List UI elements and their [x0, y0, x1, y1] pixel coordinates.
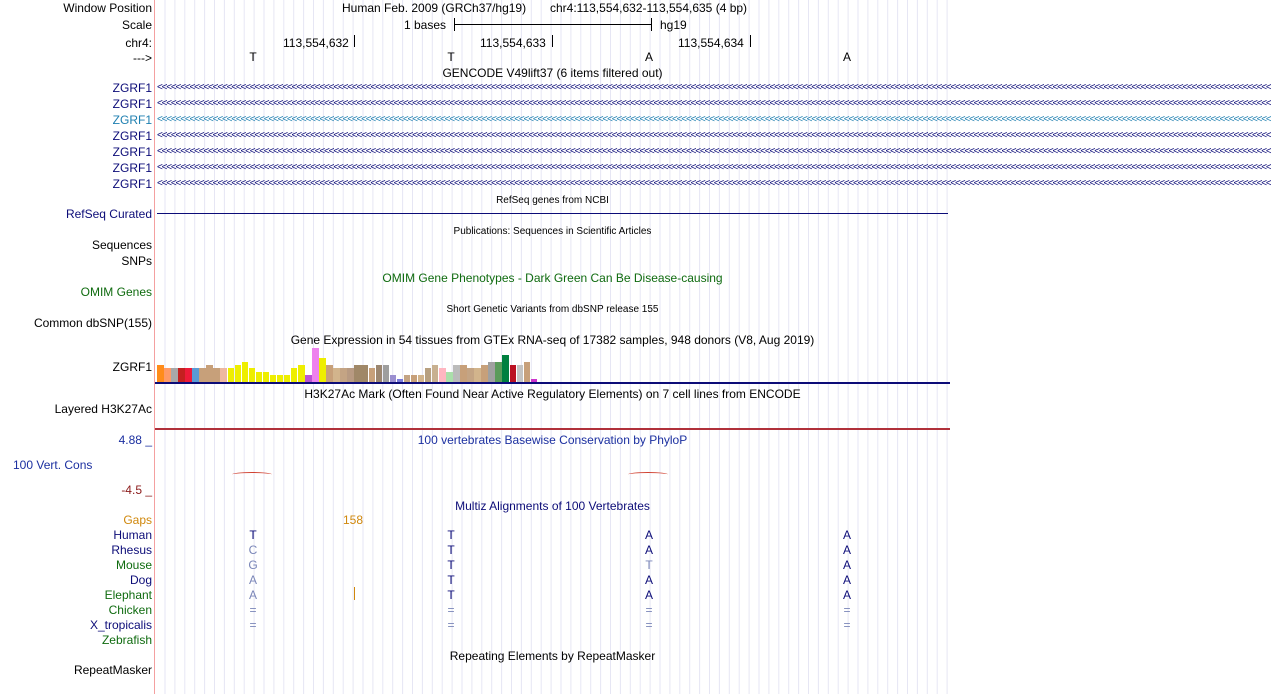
- gtex-bar[interactable]: [340, 368, 347, 382]
- scale-value: 1 bases: [404, 18, 447, 32]
- coord-1: 113,554,632: [283, 36, 349, 50]
- gtex-bar[interactable]: [481, 365, 488, 382]
- species-label[interactable]: Mouse: [115, 558, 152, 572]
- gtex-bar[interactable]: [432, 365, 439, 382]
- gtex-bar[interactable]: [404, 375, 411, 382]
- alignment-base: =: [249, 603, 257, 617]
- alignment-base: T: [249, 528, 257, 542]
- gtex-bar[interactable]: [171, 368, 178, 382]
- multiz-title: Multiz Alignments of 100 Vertebrates: [455, 499, 650, 513]
- gtex-bar[interactable]: [235, 365, 242, 382]
- gtex-bar[interactable]: [270, 375, 277, 382]
- species-label[interactable]: Human: [113, 528, 152, 542]
- gencode-transcript[interactable]: <<<<<<<<<<<<<<<<<<<<<<<<<<<<<<<<<<<<<<<<<<<<<<<<<<<<<<<<<<<<<<<<<<<<<<<<<<<<<<<<<<<<<<<<<<<<<<<<<<<<<<<<<<<<<<<<<<<<<<<<<<<<<<<<<<<<<<<<<<<<<<<<<<<<<<<<<<<<<<<<<<<<<<<<<<<<<<<<<<<<<<<<<<<<<<<<<<<<<<<<<<<<<<<<<<<<<<<<<<<<<<<<<<<<<<<<<<<<<<<<: [157, 114, 1271, 125]
- gtex-bar[interactable]: [199, 368, 206, 382]
- dbsnp-label[interactable]: Common dbSNP(155): [33, 316, 152, 330]
- species-label[interactable]: Elephant: [104, 588, 152, 602]
- gtex-bar[interactable]: [524, 362, 531, 382]
- window-position-label: Window Position: [63, 1, 152, 15]
- repeatmasker-title: Repeating Elements by RepeatMasker: [449, 649, 656, 663]
- phylop-max: 4.88 _: [118, 433, 152, 447]
- alignment-base: T: [447, 543, 455, 557]
- alignment-base: A: [248, 573, 257, 587]
- refseq-label[interactable]: RefSeq Curated: [65, 207, 152, 221]
- gencode-gene-label[interactable]: ZGRF1: [112, 129, 152, 143]
- omim-title: OMIM Gene Phenotypes - Dark Green Can Be Disease-causing: [382, 271, 723, 285]
- assembly-name: Human Feb. 2009 (GRCh37/hg19): [342, 1, 527, 15]
- coord-3: 113,554,634: [678, 36, 744, 50]
- gtex-bar[interactable]: [347, 368, 354, 382]
- alignment-base: A: [842, 558, 851, 572]
- alignment-base: =: [645, 603, 653, 617]
- gtex-bar[interactable]: [425, 368, 432, 382]
- gtex-bar[interactable]: [206, 365, 213, 382]
- alignment-base: =: [645, 618, 653, 632]
- strand-label: --->: [133, 51, 152, 65]
- phylop-title: 100 vertebrates Basewise Conservation by PhyloP: [417, 433, 688, 447]
- gtex-bar[interactable]: [228, 368, 235, 382]
- species-label[interactable]: Rhesus: [111, 543, 152, 557]
- scale-bar-right-tick: [651, 18, 652, 31]
- species-label[interactable]: Dog: [129, 573, 152, 587]
- gtex-bar[interactable]: [192, 368, 199, 382]
- publications-title: Publications: Sequences in Scientific Articles: [453, 226, 652, 237]
- gencode-gene-label[interactable]: ZGRF1: [112, 177, 152, 191]
- ref-base-3: A: [644, 50, 653, 64]
- alignment-base: T: [447, 558, 455, 572]
- gaps-label: Gaps: [123, 513, 152, 527]
- species-label[interactable]: Chicken: [108, 603, 152, 617]
- alignment-base: A: [842, 573, 851, 587]
- alignment-base: =: [447, 603, 455, 617]
- gap-marker: [354, 587, 355, 600]
- gtex-bar[interactable]: [242, 362, 249, 382]
- alignment-base: =: [447, 618, 455, 632]
- omim-label[interactable]: OMIM Genes: [80, 285, 152, 299]
- gtex-label[interactable]: ZGRF1: [112, 360, 152, 374]
- phylop-signal-1: [232, 472, 272, 477]
- alignment-base: A: [842, 543, 851, 557]
- gencode-transcript[interactable]: <<<<<<<<<<<<<<<<<<<<<<<<<<<<<<<<<<<<<<<<<<<<<<<<<<<<<<<<<<<<<<<<<<<<<<<<<<<<<<<<<<<<<<<<<<<<<<<<<<<<<<<<<<<<<<<<<<<<<<<<<<<<<<<<<<<<<<<<<<<<<<<<<<<<<<<<<<<<<<<<<<<<<<<<<<<<<<<<<<<<<<<<<<<<<<<<<<<<<<<<<<<<<<<<<<<<<<<<<<<<<<<<<<<<<<<<<<<<<<<<: [157, 130, 1271, 141]
- phylop-label[interactable]: 100 Vert. Cons: [13, 458, 93, 472]
- alignment-base: =: [843, 603, 851, 617]
- gtex-bar[interactable]: [369, 368, 376, 382]
- alignment-base: T: [645, 558, 653, 572]
- gtex-bar[interactable]: [157, 365, 164, 382]
- gtex-bar-chart[interactable]: [155, 346, 950, 382]
- gtex-bar[interactable]: [354, 365, 361, 382]
- gtex-bar[interactable]: [319, 358, 326, 382]
- gencode-gene-label[interactable]: ZGRF1: [112, 97, 152, 111]
- gtex-bar[interactable]: [439, 368, 446, 382]
- gtex-bar[interactable]: [185, 368, 192, 382]
- alignment-base: T: [447, 573, 455, 587]
- gencode-title[interactable]: GENCODE V49lift37 (6 items filtered out): [442, 66, 663, 80]
- gtex-bar[interactable]: [474, 368, 481, 382]
- gaps-value: 158: [343, 513, 364, 527]
- gtex-bar[interactable]: [383, 365, 390, 382]
- dbsnp-title: Short Genetic Variants from dbSNP release 155: [446, 304, 659, 315]
- species-label[interactable]: Zebrafish: [101, 633, 152, 647]
- h3k27ac-baseline: [155, 428, 950, 430]
- alignment-base: T: [447, 588, 455, 602]
- gtex-bar[interactable]: [411, 375, 418, 382]
- gtex-bar[interactable]: [376, 365, 383, 382]
- scale-db: hg19: [660, 18, 687, 32]
- chrom-label: chr4:: [125, 36, 152, 50]
- gtex-bar[interactable]: [517, 365, 524, 382]
- snps-label[interactable]: SNPs: [121, 254, 152, 268]
- gtex-bar[interactable]: [249, 368, 256, 382]
- ref-base-1: T: [249, 50, 257, 64]
- alignment-base: A: [842, 588, 851, 602]
- gtex-bar[interactable]: [333, 368, 340, 382]
- gencode-transcript[interactable]: <<<<<<<<<<<<<<<<<<<<<<<<<<<<<<<<<<<<<<<<<<<<<<<<<<<<<<<<<<<<<<<<<<<<<<<<<<<<<<<<<<<<<<<<<<<<<<<<<<<<<<<<<<<<<<<<<<<<<<<<<<<<<<<<<<<<<<<<<<<<<<<<<<<<<<<<<<<<<<<<<<<<<<<<<<<<<<<<<<<<<<<<<<<<<<<<<<<<<<<<<<<<<<<<<<<<<<<<<<<<<<<<<<<<<<<<<<<<<<<<: [157, 162, 1271, 173]
- ref-base-2: T: [447, 50, 455, 64]
- scale-label: Scale: [121, 18, 152, 32]
- ref-base-4: A: [842, 50, 851, 64]
- alignment-base: A: [644, 573, 653, 587]
- gtex-bar[interactable]: [220, 368, 227, 382]
- alignment-base: =: [843, 618, 851, 632]
- scale-bar: [454, 24, 652, 25]
- h3k27ac-label[interactable]: Layered H3K27Ac: [54, 402, 152, 416]
- gtex-bar[interactable]: [488, 362, 495, 382]
- coord-3-tick: [750, 35, 751, 47]
- gtex-bar[interactable]: [361, 365, 368, 382]
- alignment-base: A: [644, 588, 653, 602]
- gencode-transcript[interactable]: <<<<<<<<<<<<<<<<<<<<<<<<<<<<<<<<<<<<<<<<<<<<<<<<<<<<<<<<<<<<<<<<<<<<<<<<<<<<<<<<<<<<<<<<<<<<<<<<<<<<<<<<<<<<<<<<<<<<<<<<<<<<<<<<<<<<<<<<<<<<<<<<<<<<<<<<<<<<<<<<<<<<<<<<<<<<<<<<<<<<<<<<<<<<<<<<<<<<<<<<<<<<<<<<<<<<<<<<<<<<<<<<<<<<<<<<<<<<<<<<: [157, 82, 1271, 93]
- alignment-base: C: [248, 543, 258, 557]
- gtex-bar[interactable]: [213, 368, 220, 382]
- gtex-bar[interactable]: [453, 365, 460, 382]
- gtex-bar[interactable]: [326, 365, 333, 382]
- alignment-base: A: [644, 528, 653, 542]
- coord-2-tick: [552, 35, 553, 47]
- coord-1-tick: [354, 35, 355, 47]
- gtex-bar[interactable]: [164, 368, 171, 382]
- gencode-transcript[interactable]: <<<<<<<<<<<<<<<<<<<<<<<<<<<<<<<<<<<<<<<<<<<<<<<<<<<<<<<<<<<<<<<<<<<<<<<<<<<<<<<<<<<<<<<<<<<<<<<<<<<<<<<<<<<<<<<<<<<<<<<<<<<<<<<<<<<<<<<<<<<<<<<<<<<<<<<<<<<<<<<<<<<<<<<<<<<<<<<<<<<<<<<<<<<<<<<<<<<<<<<<<<<<<<<<<<<<<<<<<<<<<<<<<<<<<<<<<<<<<<<<: [157, 146, 1271, 157]
- h3k27ac-title: H3K27Ac Mark (Often Found Near Active Regulatory Elements) on 7 cell lines from ENCODE: [304, 387, 801, 401]
- gtex-bar[interactable]: [256, 372, 263, 382]
- gencode-transcript[interactable]: <<<<<<<<<<<<<<<<<<<<<<<<<<<<<<<<<<<<<<<<<<<<<<<<<<<<<<<<<<<<<<<<<<<<<<<<<<<<<<<<<<<<<<<<<<<<<<<<<<<<<<<<<<<<<<<<<<<<<<<<<<<<<<<<<<<<<<<<<<<<<<<<<<<<<<<<<<<<<<<<<<<<<<<<<<<<<<<<<<<<<<<<<<<<<<<<<<<<<<<<<<<<<<<<<<<<<<<<<<<<<<<<<<<<<<<<<<<<<<<<: [157, 98, 1271, 109]
- refseq-gene-line[interactable]: [157, 213, 948, 214]
- gencode-gene-label[interactable]: ZGRF1: [112, 145, 152, 159]
- refseq-title: RefSeq genes from NCBI: [496, 195, 609, 206]
- gtex-bar[interactable]: [263, 372, 270, 382]
- alignment-base: =: [249, 618, 257, 632]
- gtex-bar[interactable]: [510, 365, 517, 382]
- alignment-base: T: [447, 528, 455, 542]
- sequences-label[interactable]: Sequences: [91, 238, 152, 252]
- alignment-base: G: [248, 558, 258, 572]
- gtex-bar[interactable]: [284, 375, 291, 382]
- gtex-bar[interactable]: [178, 368, 185, 382]
- gtex-baseline: [155, 382, 950, 384]
- gtex-bar[interactable]: [298, 365, 305, 382]
- gtex-bar[interactable]: [467, 368, 474, 382]
- scale-bar-left-tick: [454, 18, 455, 31]
- gencode-gene-label[interactable]: ZGRF1: [112, 81, 152, 95]
- gtex-bar[interactable]: [460, 365, 467, 382]
- alignment-base: A: [842, 528, 851, 542]
- gtex-bar[interactable]: [502, 355, 509, 382]
- repeatmasker-label[interactable]: RepeatMasker: [73, 663, 152, 677]
- gtex-bar[interactable]: [446, 372, 453, 382]
- gtex-title: Gene Expression in 54 tissues from GTEx RNA-seq of 17382 samples, 948 donors (V8, Aug 2019): [290, 333, 815, 347]
- position-readout[interactable]: chr4:113,554,632-113,554,635 (4 bp): [550, 1, 748, 15]
- alignment-base: A: [644, 543, 653, 557]
- gencode-gene-label[interactable]: ZGRF1: [112, 161, 152, 175]
- gtex-bar[interactable]: [312, 348, 319, 382]
- coord-2: 113,554,633: [480, 36, 546, 50]
- gencode-gene-label[interactable]: ZGRF1: [112, 113, 152, 127]
- gtex-bar[interactable]: [291, 368, 298, 382]
- alignment-base: A: [248, 588, 257, 602]
- gtex-bar[interactable]: [418, 375, 425, 382]
- species-label[interactable]: X_tropicalis: [89, 618, 152, 632]
- gtex-bar[interactable]: [305, 375, 312, 382]
- gtex-bar[interactable]: [495, 362, 502, 382]
- gencode-transcript[interactable]: <<<<<<<<<<<<<<<<<<<<<<<<<<<<<<<<<<<<<<<<<<<<<<<<<<<<<<<<<<<<<<<<<<<<<<<<<<<<<<<<<<<<<<<<<<<<<<<<<<<<<<<<<<<<<<<<<<<<<<<<<<<<<<<<<<<<<<<<<<<<<<<<<<<<<<<<<<<<<<<<<<<<<<<<<<<<<<<<<<<<<<<<<<<<<<<<<<<<<<<<<<<<<<<<<<<<<<<<<<<<<<<<<<<<<<<<<<<<<<<<: [157, 178, 1271, 189]
- gtex-bar[interactable]: [277, 375, 284, 382]
- phylop-min: -4.5 _: [121, 483, 152, 497]
- phylop-signal-2: [628, 472, 668, 477]
- gtex-bar[interactable]: [390, 375, 397, 382]
